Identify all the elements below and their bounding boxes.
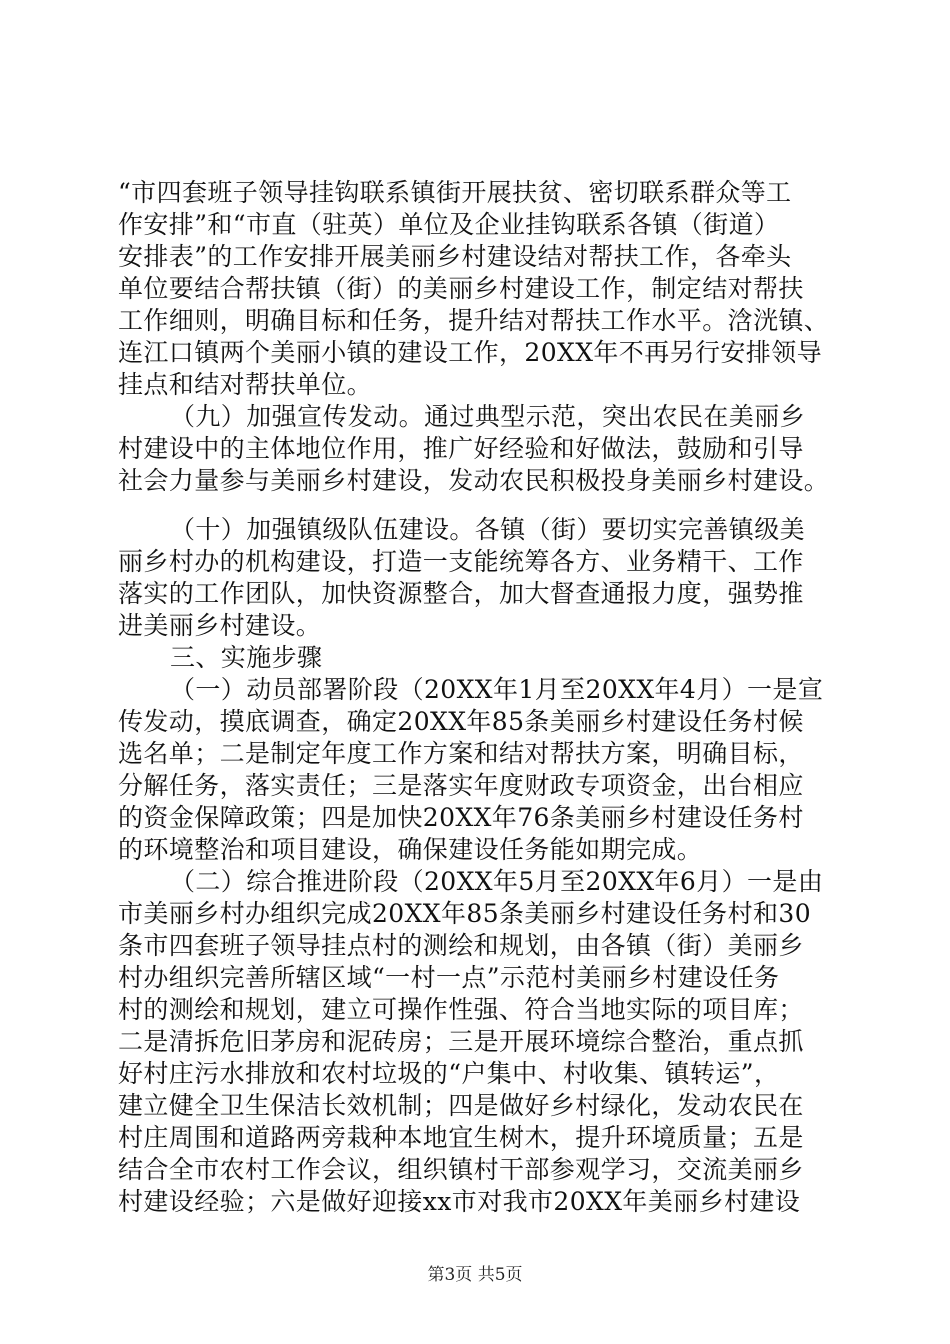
text-line: 条市四套班子领导挂点村的测绘和规划，由各镇（街）美丽乡 [118,931,804,960]
text-line: 好村庄污水排放和农村垃圾的“户集中、村收集、镇转运”， [118,1059,780,1088]
text-line: 结合全市农村工作会议，组织镇村干部参观学习，交流美丽乡 [118,1155,804,1184]
text-line: 村建设经验；六是做好迎接xx市对我市20XX年美丽乡村建设 [118,1187,801,1216]
text-line: 安排表”的工作安排开展美丽乡村建设结对帮扶工作，各牵头 [118,242,792,271]
section-heading: 三、实施步骤 [170,643,323,672]
text-line: 村庄周围和道路两旁栽种本地宜生树木，提升环境质量；五是 [118,1123,804,1152]
text-line: 传发动，摸底调查，确定20XX年85条美丽乡村建设任务村候 [118,707,804,736]
text-line: 选名单；二是制定年度工作方案和结对帮扶方案，明确目标， [118,739,804,768]
text-line: 工作细则，明确目标和任务，提升结对帮扶工作水平。浛洸镇、 [118,306,830,335]
paragraph-heading: （九）加强宣传发动。通过典型示范，突出农民在美丽乡 [170,402,806,431]
text-line: 连江口镇两个美丽小镇的建设工作，20XX年不再另行安排领导 [118,338,823,367]
text-line: 的环境整治和项目建设，确保建设任务能如期完成。 [118,835,703,864]
paragraph-heading: （十）加强镇级队伍建设。各镇（街）要切实完善镇级美 [170,515,806,544]
text-line: 单位要结合帮扶镇（街）的美丽乡村建设工作，制定结对帮扶 [118,274,804,303]
text-line: 市美丽乡村办组织完成20XX年85条美丽乡村建设任务村和30 [118,899,812,928]
text-line: 挂点和结对帮扶单位。 [118,370,373,399]
text-line: 进美丽乡村建设。 [118,611,322,640]
text-line: 建立健全卫生保洁长效机制；四是做好乡村绿化，发动农民在 [118,1091,804,1120]
text-line: 村办组织完善所辖区域“一村一点”示范村美丽乡村建设任务 [118,963,780,992]
text-line: 村建设中的主体地位作用，推广好经验和好做法，鼓励和引导 [118,434,804,463]
paragraph-heading: （一）动员部署阶段（20XX年1月至20XX年4月）一是宣 [170,675,824,704]
text-line: 落实的工作团队，加快资源整合，加大督查通报力度，强势推 [118,579,804,608]
text-line: “市四套班子领导挂钩联系镇街开展扶贫、密切联系群众等工 [118,178,792,207]
text-line: 村的测绘和规划，建立可操作性强、符合当地实际的项目库； [118,995,804,1024]
text-line: 的资金保障政策；四是加快20XX年76条美丽乡村建设任务村 [118,803,804,832]
text-line: 丽乡村办的机构建设，打造一支能统筹各方、业务精干、工作 [118,547,804,576]
text-line: 作安排”和“市直（驻英）单位及企业挂钩联系各镇（街道） [118,210,780,239]
text-line: 二是清拆危旧茅房和泥砖房；三是开展环境综合整治，重点抓 [118,1027,804,1056]
text-line: 分解任务，落实责任；三是落实年度财政专项资金，出台相应 [118,771,804,800]
text-line: 社会力量参与美丽乡村建设，发动农民积极投身美丽乡村建设。 [118,466,830,495]
paragraph-heading: （二）综合推进阶段（20XX年5月至20XX年6月）一是由 [170,867,824,896]
page-number-footer: 第3页 共5页 [427,1265,523,1285]
